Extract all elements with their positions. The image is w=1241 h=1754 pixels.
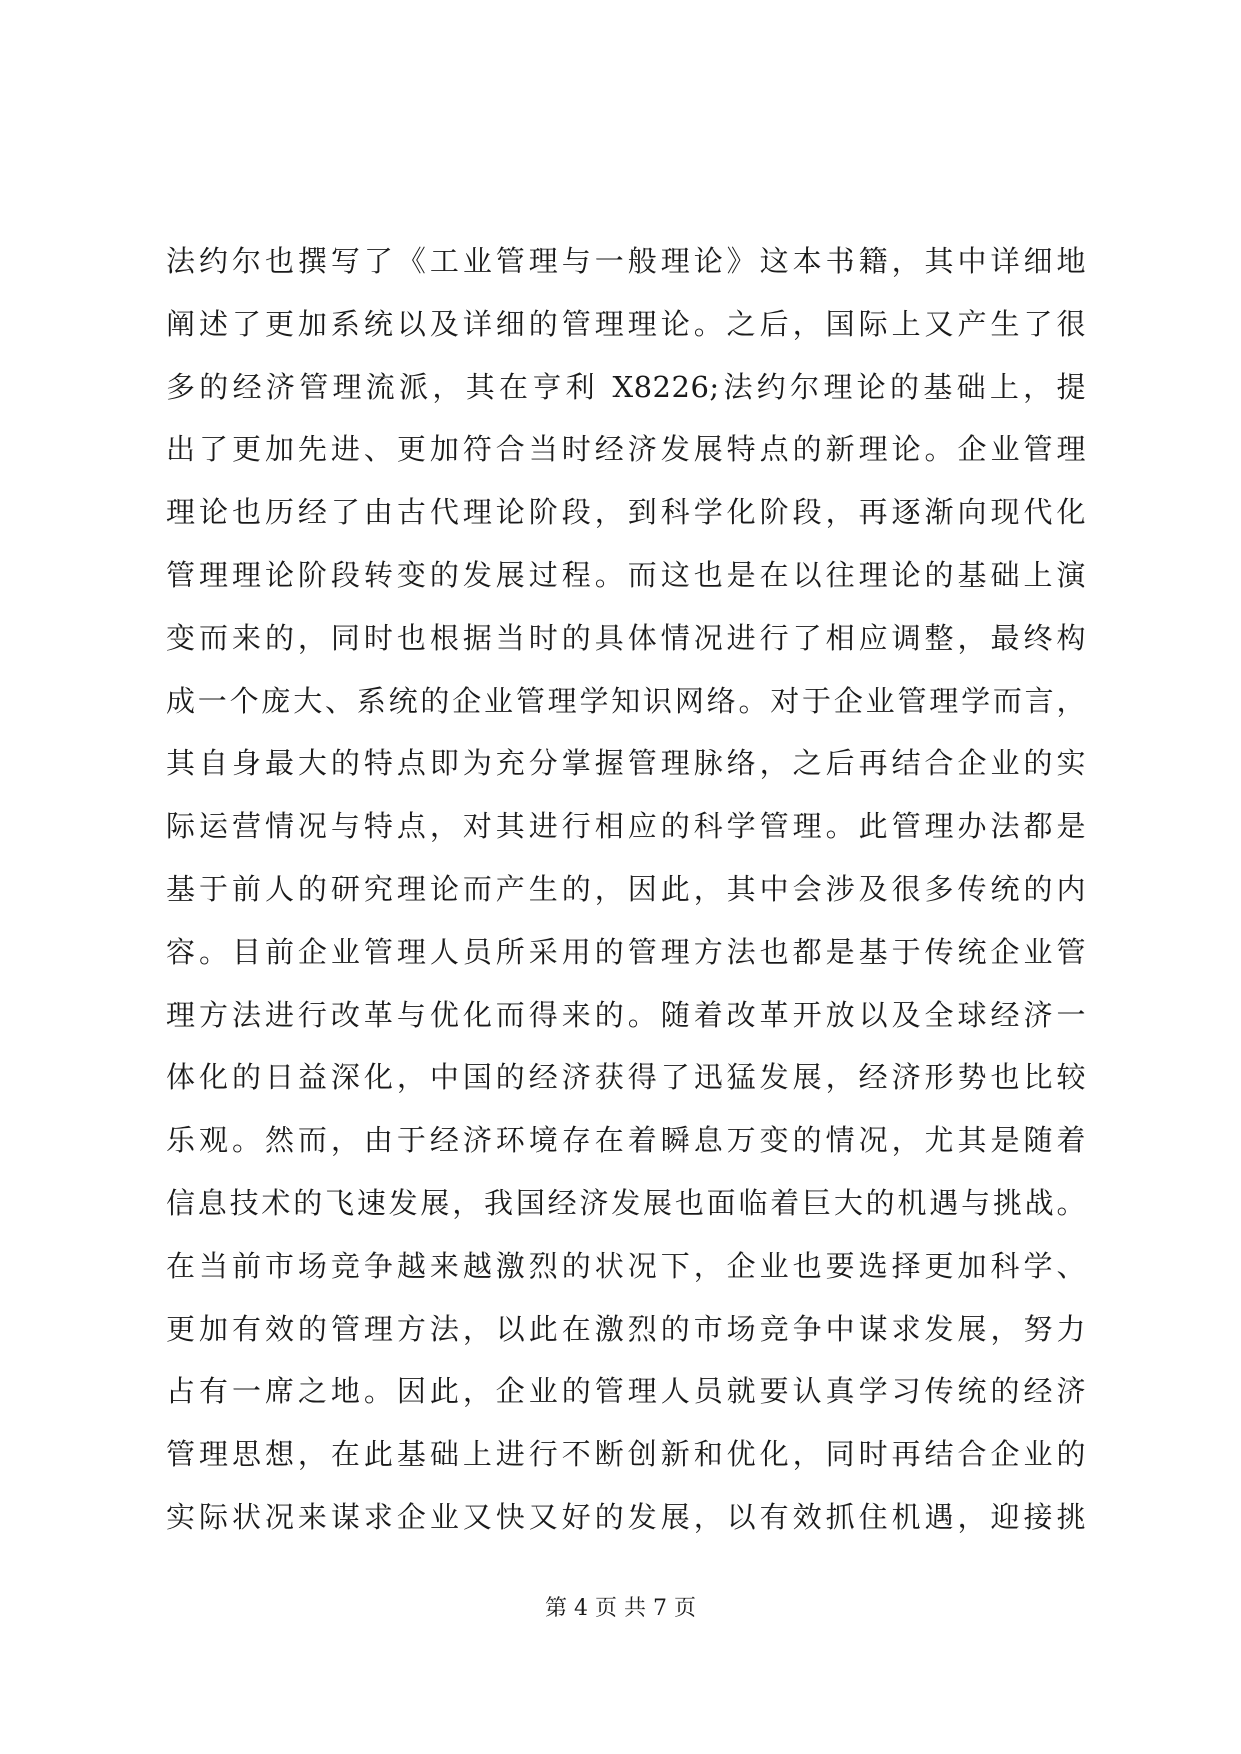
text-line: 占有一席之地。因此，企业的管理人员就要认真学习传统的经济 [166,1374,1086,1409]
body-text [166,230,1086,1549]
text-line: 际运营情况与特点，对其进行相应的科学管理。此管理办法都是 [166,809,1086,844]
text-line: 管理理论阶段转变的发展过程。而这也是在以往理论的基础上演 [166,557,1086,592]
text-line: 其自身最大的特点即为充分掌握管理脉络，之后再结合企业的实 [166,746,1086,781]
page-number-label: 第 4 页 共 7 页 [545,1596,696,1621]
text-line: 理论也历经了由古代理论阶段，到科学化阶段，再逐渐向现代化 [166,495,1086,530]
text-line: 管理思想，在此基础上进行不断创新和优化，同时再结合企业的 [166,1437,1086,1472]
text-line: 实际状况来谋求企业又快又好的发展，以有效抓住机遇，迎接挑 [166,1499,1086,1534]
text-line: 乐观。然而，由于经济环境存在着瞬息万变的情况，尤其是随着 [166,1123,1086,1158]
text-line: 法约尔也撰写了《工业管理与一般理论》这本书籍，其中详细地 [166,244,1086,278]
text-line: 体化的日益深化，中国的经济获得了迅猛发展，经济形势也比较 [166,1060,1086,1095]
text-line: 容。目前企业管理人员所采用的管理方法也都是基于传统企业管 [166,934,1086,969]
text-line: 在当前市场竞争越来越激烈的状况下，企业也要选择更加科学、 [166,1248,1086,1283]
text-line: 成一个庞大、系统的企业管理学知识网络。对于企业管理学而言， [166,683,1086,718]
text-line: 基于前人的研究理论而产生的，因此，其中会涉及很多传统的内 [166,871,1086,906]
text-line: 更加有效的管理方法，以此在激烈的市场竞争中谋求发展，努力 [166,1311,1086,1346]
page-footer [0,1594,1241,1624]
text-line: 阐述了更加系统以及详细的管理理论。之后，国际上又产生了很 [166,306,1086,341]
text-line: 信息技术的飞速发展，我国经济发展也面临着巨大的机遇与挑战。 [166,1185,1086,1220]
text-line: 多的经济管理流派，其在亨利 X8226;法约尔理论的基础上，提 [166,369,1086,404]
text-line: 变而来的，同时也根据当时的具体情况进行了相应调整，最终构 [166,620,1086,655]
text-line: 出了更加先进、更加符合当时经济发展特点的新理论。企业管理 [166,432,1086,467]
text-line: 理方法进行改革与优化而得来的。随着改革开放以及全球经济一 [166,997,1086,1032]
